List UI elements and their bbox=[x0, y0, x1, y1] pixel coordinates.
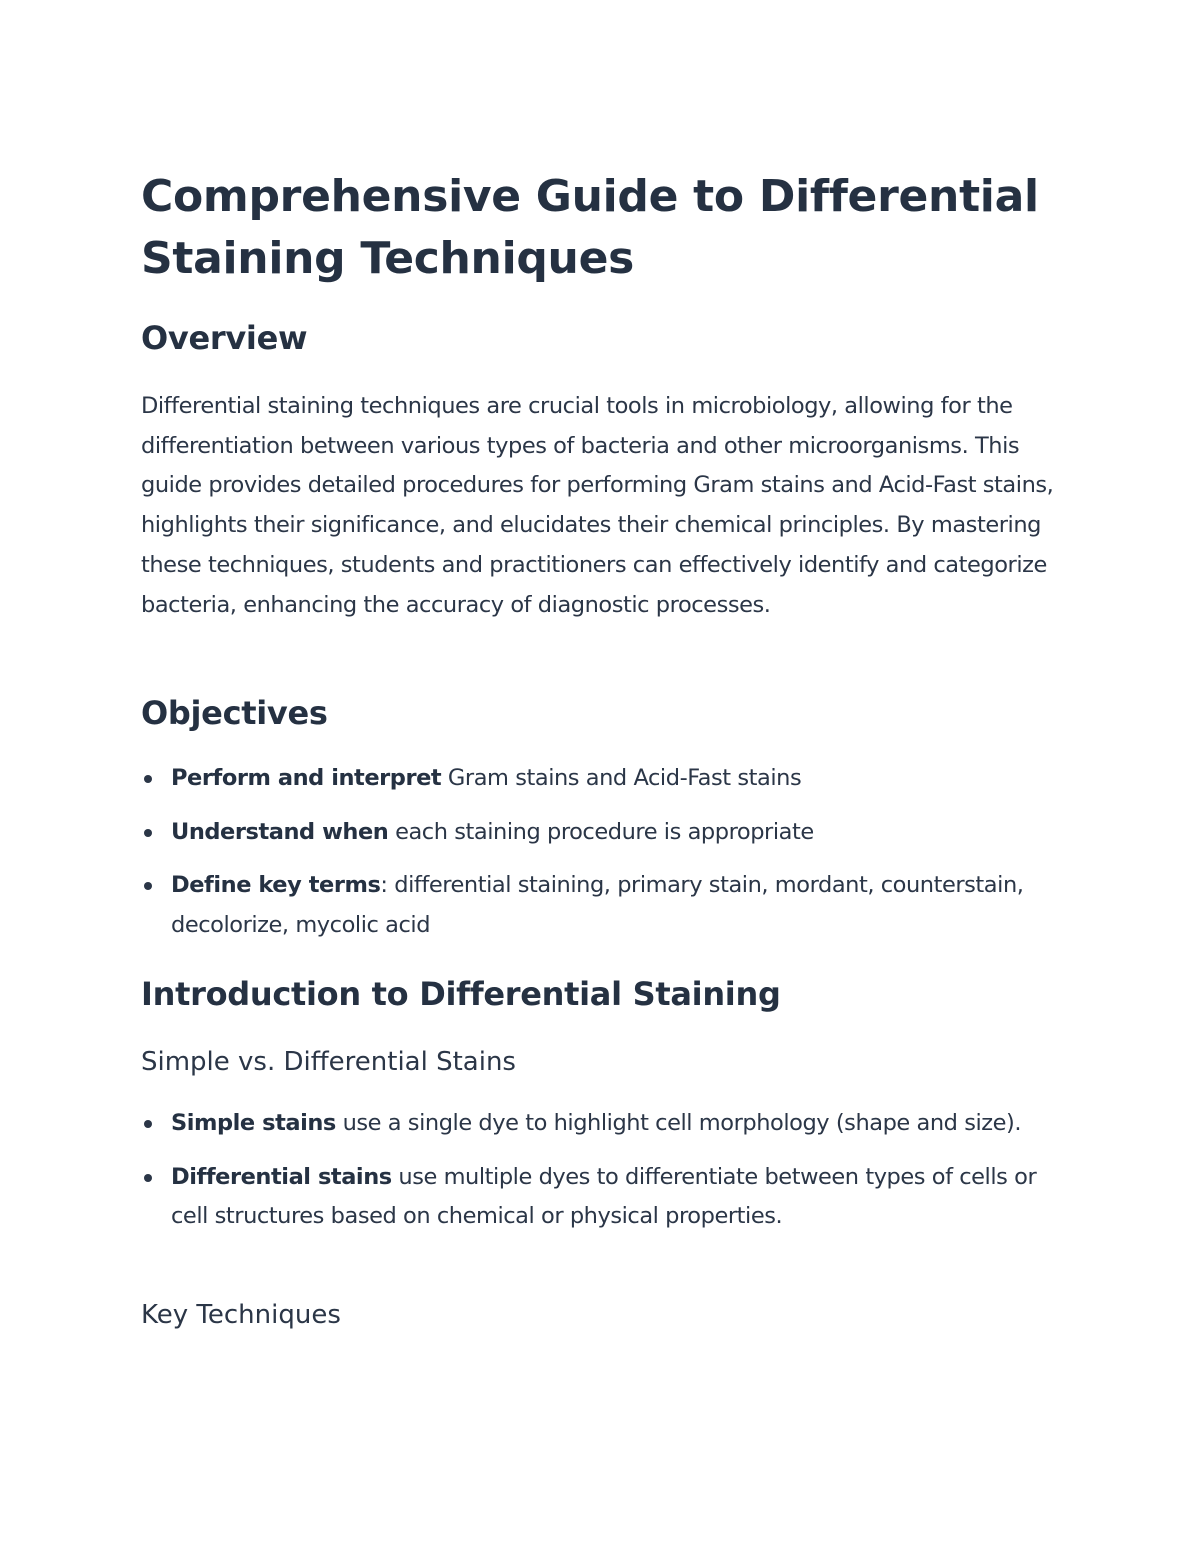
list-item-bold: Understand when bbox=[171, 818, 389, 845]
objectives-list bbox=[141, 759, 1066, 946]
list-item bbox=[141, 1158, 1066, 1237]
list-item-text: Gram stains and Acid-Fast stains bbox=[441, 765, 802, 791]
bullet-icon bbox=[144, 775, 152, 783]
list-item-text: use a single dye to highlight cell morphology (shape and size). bbox=[335, 1110, 1022, 1136]
document-title: Comprehensive Guide to Differential Staining Techniques bbox=[141, 171, 1039, 284]
overview-paragraph: Differential staining techniques are crucial tools in microbiology, allowing for the differentiation between various types of bacteria and other microorganisms. This guide provides detailed procedures for performing Gram stains and Acid-Fast stains, highlights their significance, and elucidates their chemical principles. By mastering these techniques, students and practitioners can effectively identify and categorize bacteria, enhancing the accuracy of diagnostic processes. bbox=[141, 393, 1054, 618]
list-item bbox=[141, 759, 1066, 799]
list-item-text: each staining procedure is appropriate bbox=[388, 818, 814, 845]
list-item-bold: Define key terms bbox=[171, 872, 381, 899]
bullet-icon bbox=[144, 1120, 152, 1128]
list-item-bold: Differential stains bbox=[171, 1163, 392, 1190]
list-item bbox=[141, 813, 1066, 853]
list-item bbox=[141, 1104, 1066, 1144]
bullet-icon bbox=[144, 882, 152, 890]
objectives-heading: Objectives bbox=[141, 694, 328, 732]
introduction-heading: Introduction to Differential Staining bbox=[141, 975, 781, 1013]
list-item bbox=[141, 866, 1066, 945]
bullet-icon bbox=[144, 1174, 152, 1182]
list-item-bold: Simple stains bbox=[171, 1110, 336, 1136]
key-techniques-heading: Key Techniques bbox=[141, 1300, 341, 1330]
bullet-icon bbox=[144, 829, 152, 837]
simple-vs-differential-heading: Simple vs. Differential Stains bbox=[141, 1047, 516, 1077]
list-item-text: : differential staining, primary stain, mordant, counterstain, decolorize, mycolic acid bbox=[171, 872, 1024, 939]
overview-heading: Overview bbox=[141, 319, 308, 357]
stains-list bbox=[141, 1104, 1066, 1237]
list-item-bold: Perform and interpret bbox=[171, 765, 442, 791]
list-item-text: use multiple dyes to differentiate between types of cells or cell structures based on chemical or physical properties. bbox=[171, 1163, 1037, 1230]
